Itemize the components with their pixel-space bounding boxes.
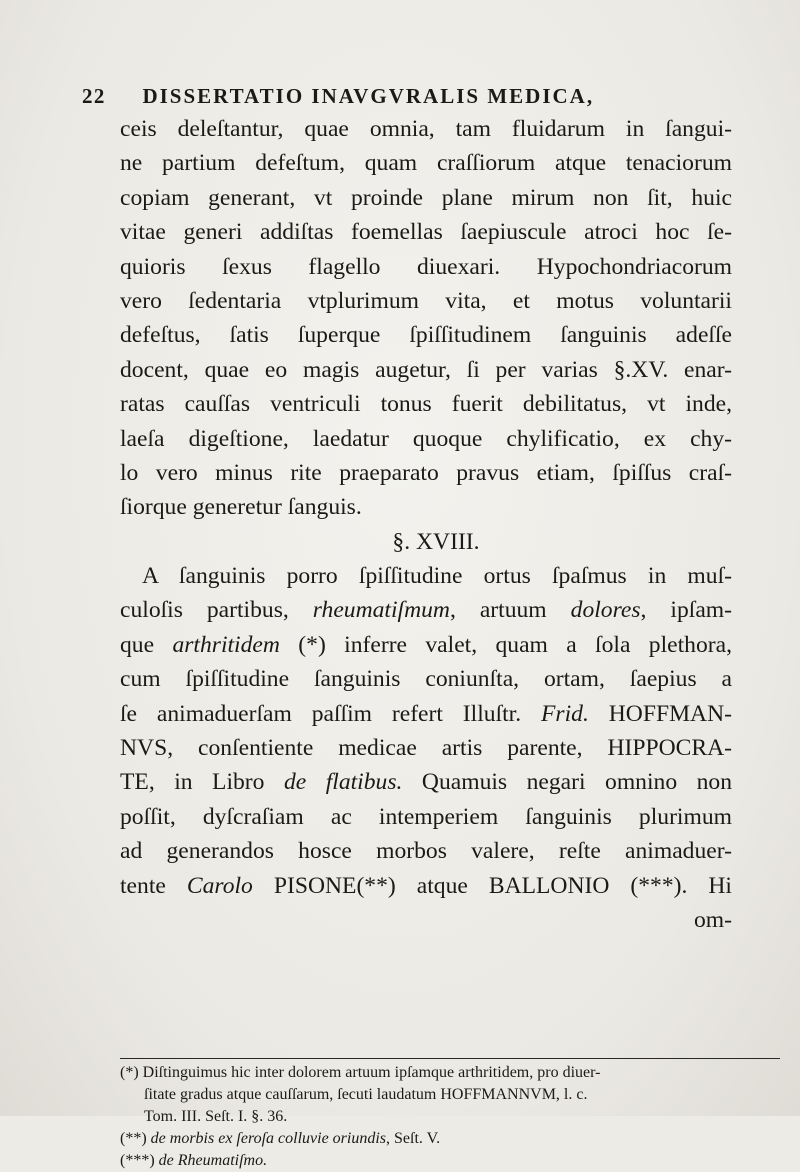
footnote-line: Tom. III. Seſt. I. §. 36. — [144, 1108, 288, 1125]
text-line: defeſtus, ſatis ſuperque ſpiſſitudinem ſanguinis adeſſe — [120, 322, 732, 349]
footnotes — [120, 1062, 770, 1172]
footnote-rule — [120, 1058, 780, 1059]
footnote-mark: (**) — [120, 1130, 147, 1147]
text-line: ad generandos hosce morbos valere, reſte animaduer- — [120, 838, 732, 865]
text-line: vero ſedentaria vtplurimum vita, et motus voluntarii — [120, 287, 732, 314]
text-run: , artuum — [449, 597, 547, 624]
text-run: HOFFMAN- — [608, 700, 732, 727]
text-line: cum ſpiſſitudine ſanguinis coniunſta, ortam, ſaepius a — [120, 666, 732, 693]
page-header — [82, 84, 722, 109]
text-line — [120, 593, 732, 627]
text-run: tente — [120, 872, 166, 899]
section-heading: §. XVIII. — [392, 528, 480, 555]
text-line: laeſa digeſtione, laedatur quoque chylificatio, ex chy- — [120, 425, 732, 452]
text-line: vitae generi addiſtas foemellas ſaepiuscule atroci hoc ſe- — [120, 219, 732, 246]
footnote-line: ſitate gradus atque cauſſarum, ſecuti laudatum HOFFMANNVM, l. c. — [144, 1086, 588, 1103]
footnote-line: (*) Diſtinguimus hic inter dolorem artuum ipſamque arthritidem, pro diuer- — [120, 1064, 601, 1081]
page-number: 22 — [82, 84, 106, 108]
italic-term: arthritidem — [172, 631, 280, 658]
text-run: que — [120, 631, 155, 658]
footnote-mark: (***) — [120, 1152, 155, 1169]
text-line — [120, 697, 732, 731]
text-run: culoſis partibus, — [120, 597, 289, 624]
italic-term: dolores — [570, 597, 641, 624]
italic-term: Carolo — [186, 872, 253, 899]
text-line: docent, quae eo magis augetur, ſi per varias §.XV. enar- — [120, 356, 732, 383]
text-line: lo vero minus rite praeparato pravus etiam, ſpiſſus craſ- — [120, 459, 732, 486]
running-head: DISSERTATIO INAVGVRALIS MEDICA, — [142, 84, 595, 108]
footnote-title: de Rheumatiſmo. — [158, 1152, 268, 1169]
text-run: Quamuis negari omnino non — [421, 769, 733, 796]
text-run: ſe animaduerſam paſſim refert Illuſtr. — [120, 700, 522, 727]
text-run: TE, in Libro — [120, 769, 265, 796]
text-line: ceis deleſtantur, quae omnia, tam fluidarum in ſangui- — [120, 116, 732, 142]
italic-term: rheumatiſmum — [312, 597, 450, 624]
catchword: om- — [693, 906, 732, 933]
text-run: , ipſam- — [640, 597, 732, 624]
main-text — [120, 112, 732, 937]
text-run: (*) inferre valet, quam a ſola plethora, — [298, 631, 732, 658]
text-run: , Seſt. V. — [386, 1130, 441, 1147]
text-run: PISONE(**) atque BALLONIO (***). Hi — [273, 872, 732, 899]
text-line — [120, 765, 732, 799]
text-line: A ſanguinis porro ſpiſſitudine ortus ſpaſmus in muſ- — [142, 563, 732, 590]
text-line: ne partium defeſtum, quam craſſiorum atque tenaciorum — [120, 150, 732, 177]
italic-term: de flatibus. — [283, 769, 403, 796]
text-line: poſſit, dyſcraſiam ac intemperiem ſanguinis plurimum — [120, 803, 732, 830]
italic-term: Frid. — [541, 700, 589, 727]
footnote-title: de morbis ex ſeroſa colluvie oriundis — [150, 1130, 387, 1147]
text-line — [120, 869, 732, 903]
footnote-line — [120, 1128, 770, 1150]
text-line: copiam generant, vt proinde plane mirum non ſit, huic — [120, 184, 732, 211]
text-line: ratas cauſſas ventriculi tonus fuerit debilitatus, vt inde, — [120, 391, 732, 418]
text-line: quioris ſexus flagello diuexari. Hypochondriacorum — [120, 253, 732, 280]
text-line: NVS, conſentiente medicae artis parente, HIPPOCRA- — [120, 735, 732, 762]
text-line: ſiorque generetur ſanguis. — [120, 494, 362, 521]
text-line — [120, 628, 732, 662]
footnote-line — [120, 1150, 770, 1172]
